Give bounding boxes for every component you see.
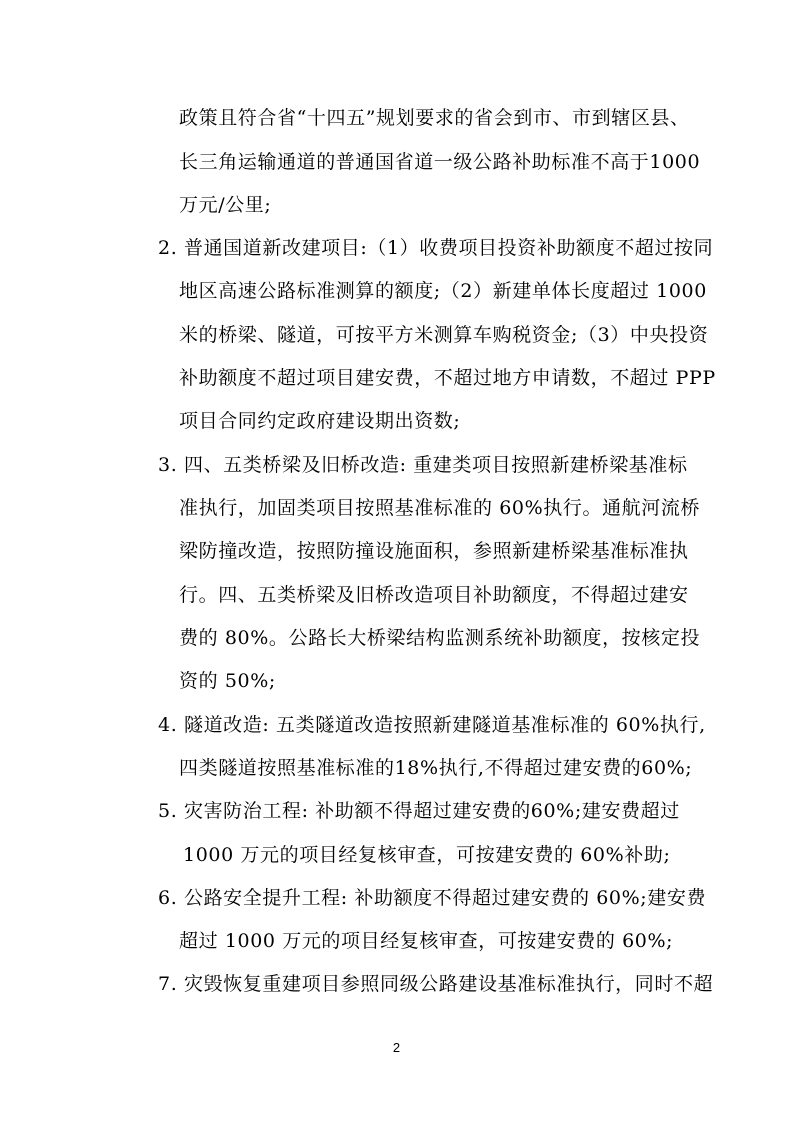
list-item-7: 7. 灾毁恢复重建项目参照同级公路建设基准标准执行，同时不超 xyxy=(158,973,714,995)
list-item-2: 2. 普通国道新改建项目:（1）收费项目投资补助额度不超过按同 xyxy=(158,237,714,259)
text-line: 资的 50%; xyxy=(179,670,276,692)
text-line: 政策且符合省“十四五”规划要求的省会到市、市到辖区县、 xyxy=(179,107,690,129)
list-item-4: 4. 隧道改造: 五类隧道改造按照新建隧道基准标准的 60%执行, xyxy=(158,714,706,736)
page-number: 2 xyxy=(392,1040,401,1055)
text-line: 万元/公里; xyxy=(179,194,272,216)
text-line: 准执行，加固类项目按照基准标准的 60%执行。通航河流桥 xyxy=(179,497,701,519)
text-line: 地区高速公路标准测算的额度;（2）新建单体长度超过 1000 xyxy=(179,280,707,302)
list-item-6: 6. 公路安全提升工程: 补助额度不得超过建安费的 60%;建安费 xyxy=(158,887,707,909)
text-line: 费的 80%。公路长大桥梁结构监测系统补助额度，按核定投 xyxy=(179,627,701,649)
text-line: 长三角运输通道的普通国省道一级公路补助标准不高于1000 xyxy=(179,151,701,173)
list-item-5: 5. 灾害防治工程: 补助额不得超过建安费的60%;建安费超过 xyxy=(158,800,680,822)
text-line: 米的桥梁、隧道，可按平方米测算车购税资金;（3）中央投资 xyxy=(179,324,709,346)
text-line: 梁防撞改造，按照防撞设施面积，参照新建桥梁基准标准执 xyxy=(179,540,689,562)
text-line: 四类隧道按照基准标准的18%执行,不得超过建安费的60%; xyxy=(179,757,693,779)
text-line: 补助额度不超过项目建安费，不超过地方申请数，不超过 PPP xyxy=(179,367,716,389)
text-line: 1000 万元的项目经复核审查，可按建安费的 60%补助; xyxy=(183,844,671,866)
text-line: 项目合同约定政府建设期出资数; xyxy=(179,410,461,432)
text-line: 行。四、五类桥梁及旧桥改造项目补助额度，不得超过建安 xyxy=(179,584,689,606)
list-item-3: 3. 四、五类桥梁及旧桥改造: 重建类项目按照新建桥梁基准标 xyxy=(158,454,688,476)
text-line: 超过 1000 万元的项目经复核审查，可按建安费的 60%; xyxy=(179,930,674,952)
